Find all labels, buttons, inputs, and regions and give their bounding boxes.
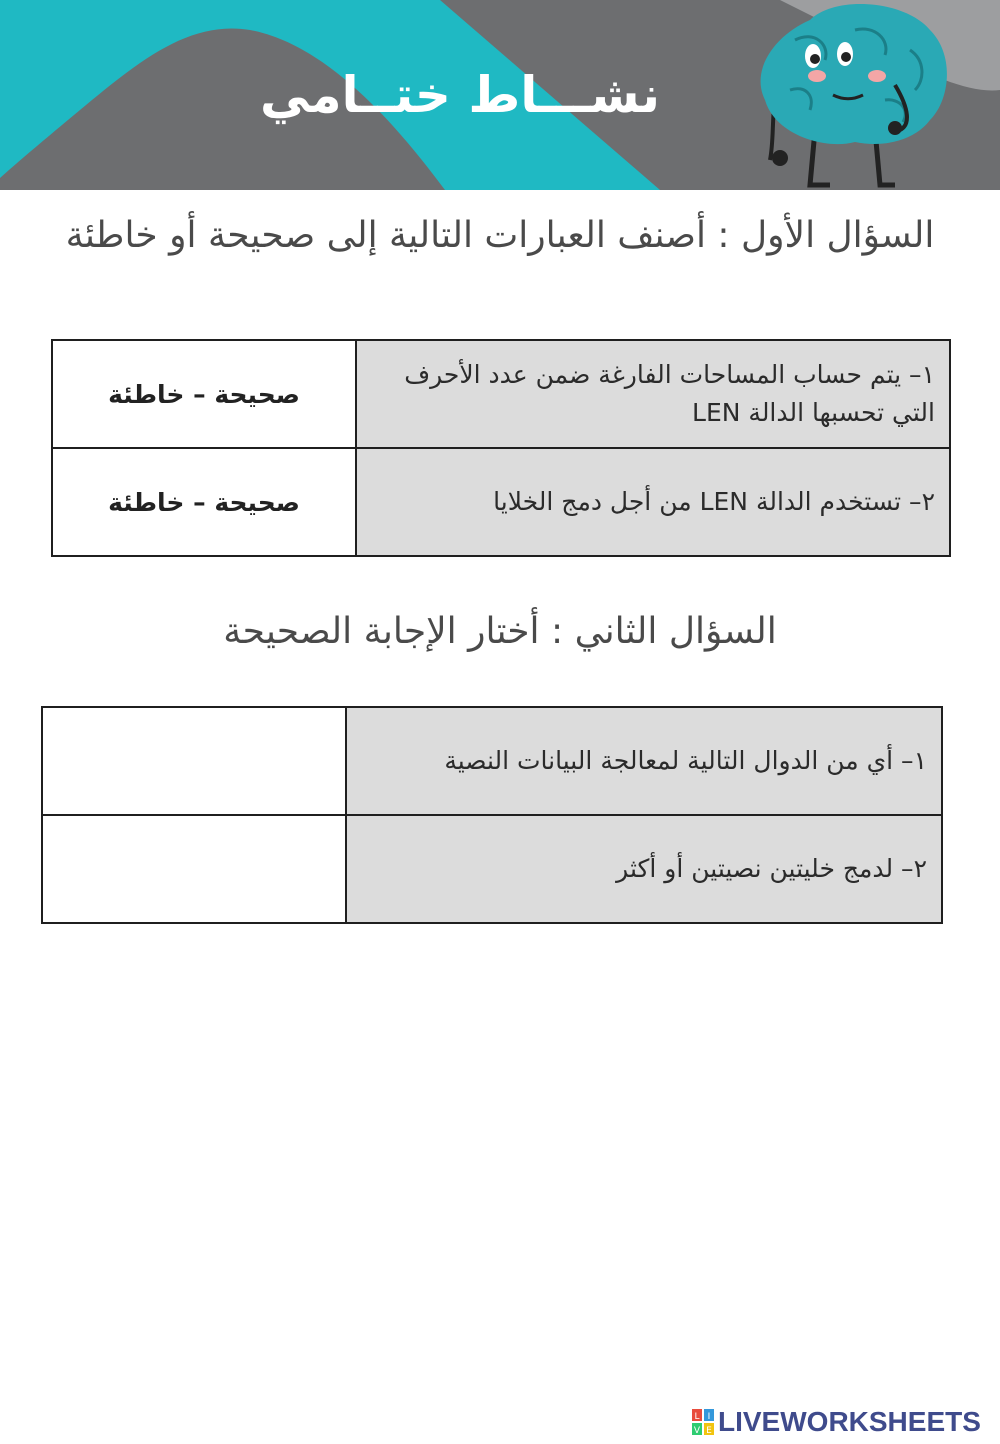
table-row <box>52 340 950 448</box>
question2-statement-2: ٢– لدمج خليتين نصيتين أو أكثر <box>346 815 942 923</box>
brain-mascot-icon <box>735 0 955 190</box>
logo-letter: L <box>694 1412 700 1422</box>
question2-answer-field-2[interactable] <box>42 815 346 923</box>
liveworksheets-logo-icon <box>692 1409 714 1435</box>
question2-heading: السؤال الثاني : أختار الإجابة الصحيحة <box>223 611 777 652</box>
logo-letter: V <box>693 1426 701 1435</box>
table-row <box>42 815 942 923</box>
table-row <box>52 448 950 556</box>
question2-answer-field-1[interactable] <box>42 707 346 815</box>
question2-statement-1: ١– أي من الدوال التالية لمعالجة البيانات النصية <box>346 707 942 815</box>
question1-answer-choice-1[interactable]: صحيحة – خاطئة <box>52 340 356 448</box>
page-title: نشـــاط ختــامي <box>260 66 660 124</box>
brand-name: LIVEWORKSHEETS <box>718 1406 981 1437</box>
question1-statement-1: ١– يتم حساب المساحات الفارغة ضمن عدد الأحرف التي تحسبها الدالة LEN <box>356 340 950 448</box>
question1-answer-choice-2[interactable]: صحيحة – خاطئة <box>52 448 356 556</box>
question1-table <box>51 339 951 557</box>
logo-letter: I <box>707 1412 711 1422</box>
liveworksheets-brand[interactable] <box>692 1404 981 1440</box>
question2-table <box>41 706 943 924</box>
header-banner <box>0 0 1000 190</box>
table-row <box>42 707 942 815</box>
logo-letter: E <box>706 1426 712 1435</box>
question1-statement-2: ٢– تستخدم الدالة LEN من أجل دمج الخلايا <box>356 448 950 556</box>
question1-heading: السؤال الأول : أصنف العبارات التالية إلى صحيحة أو خاطئة <box>65 215 935 256</box>
